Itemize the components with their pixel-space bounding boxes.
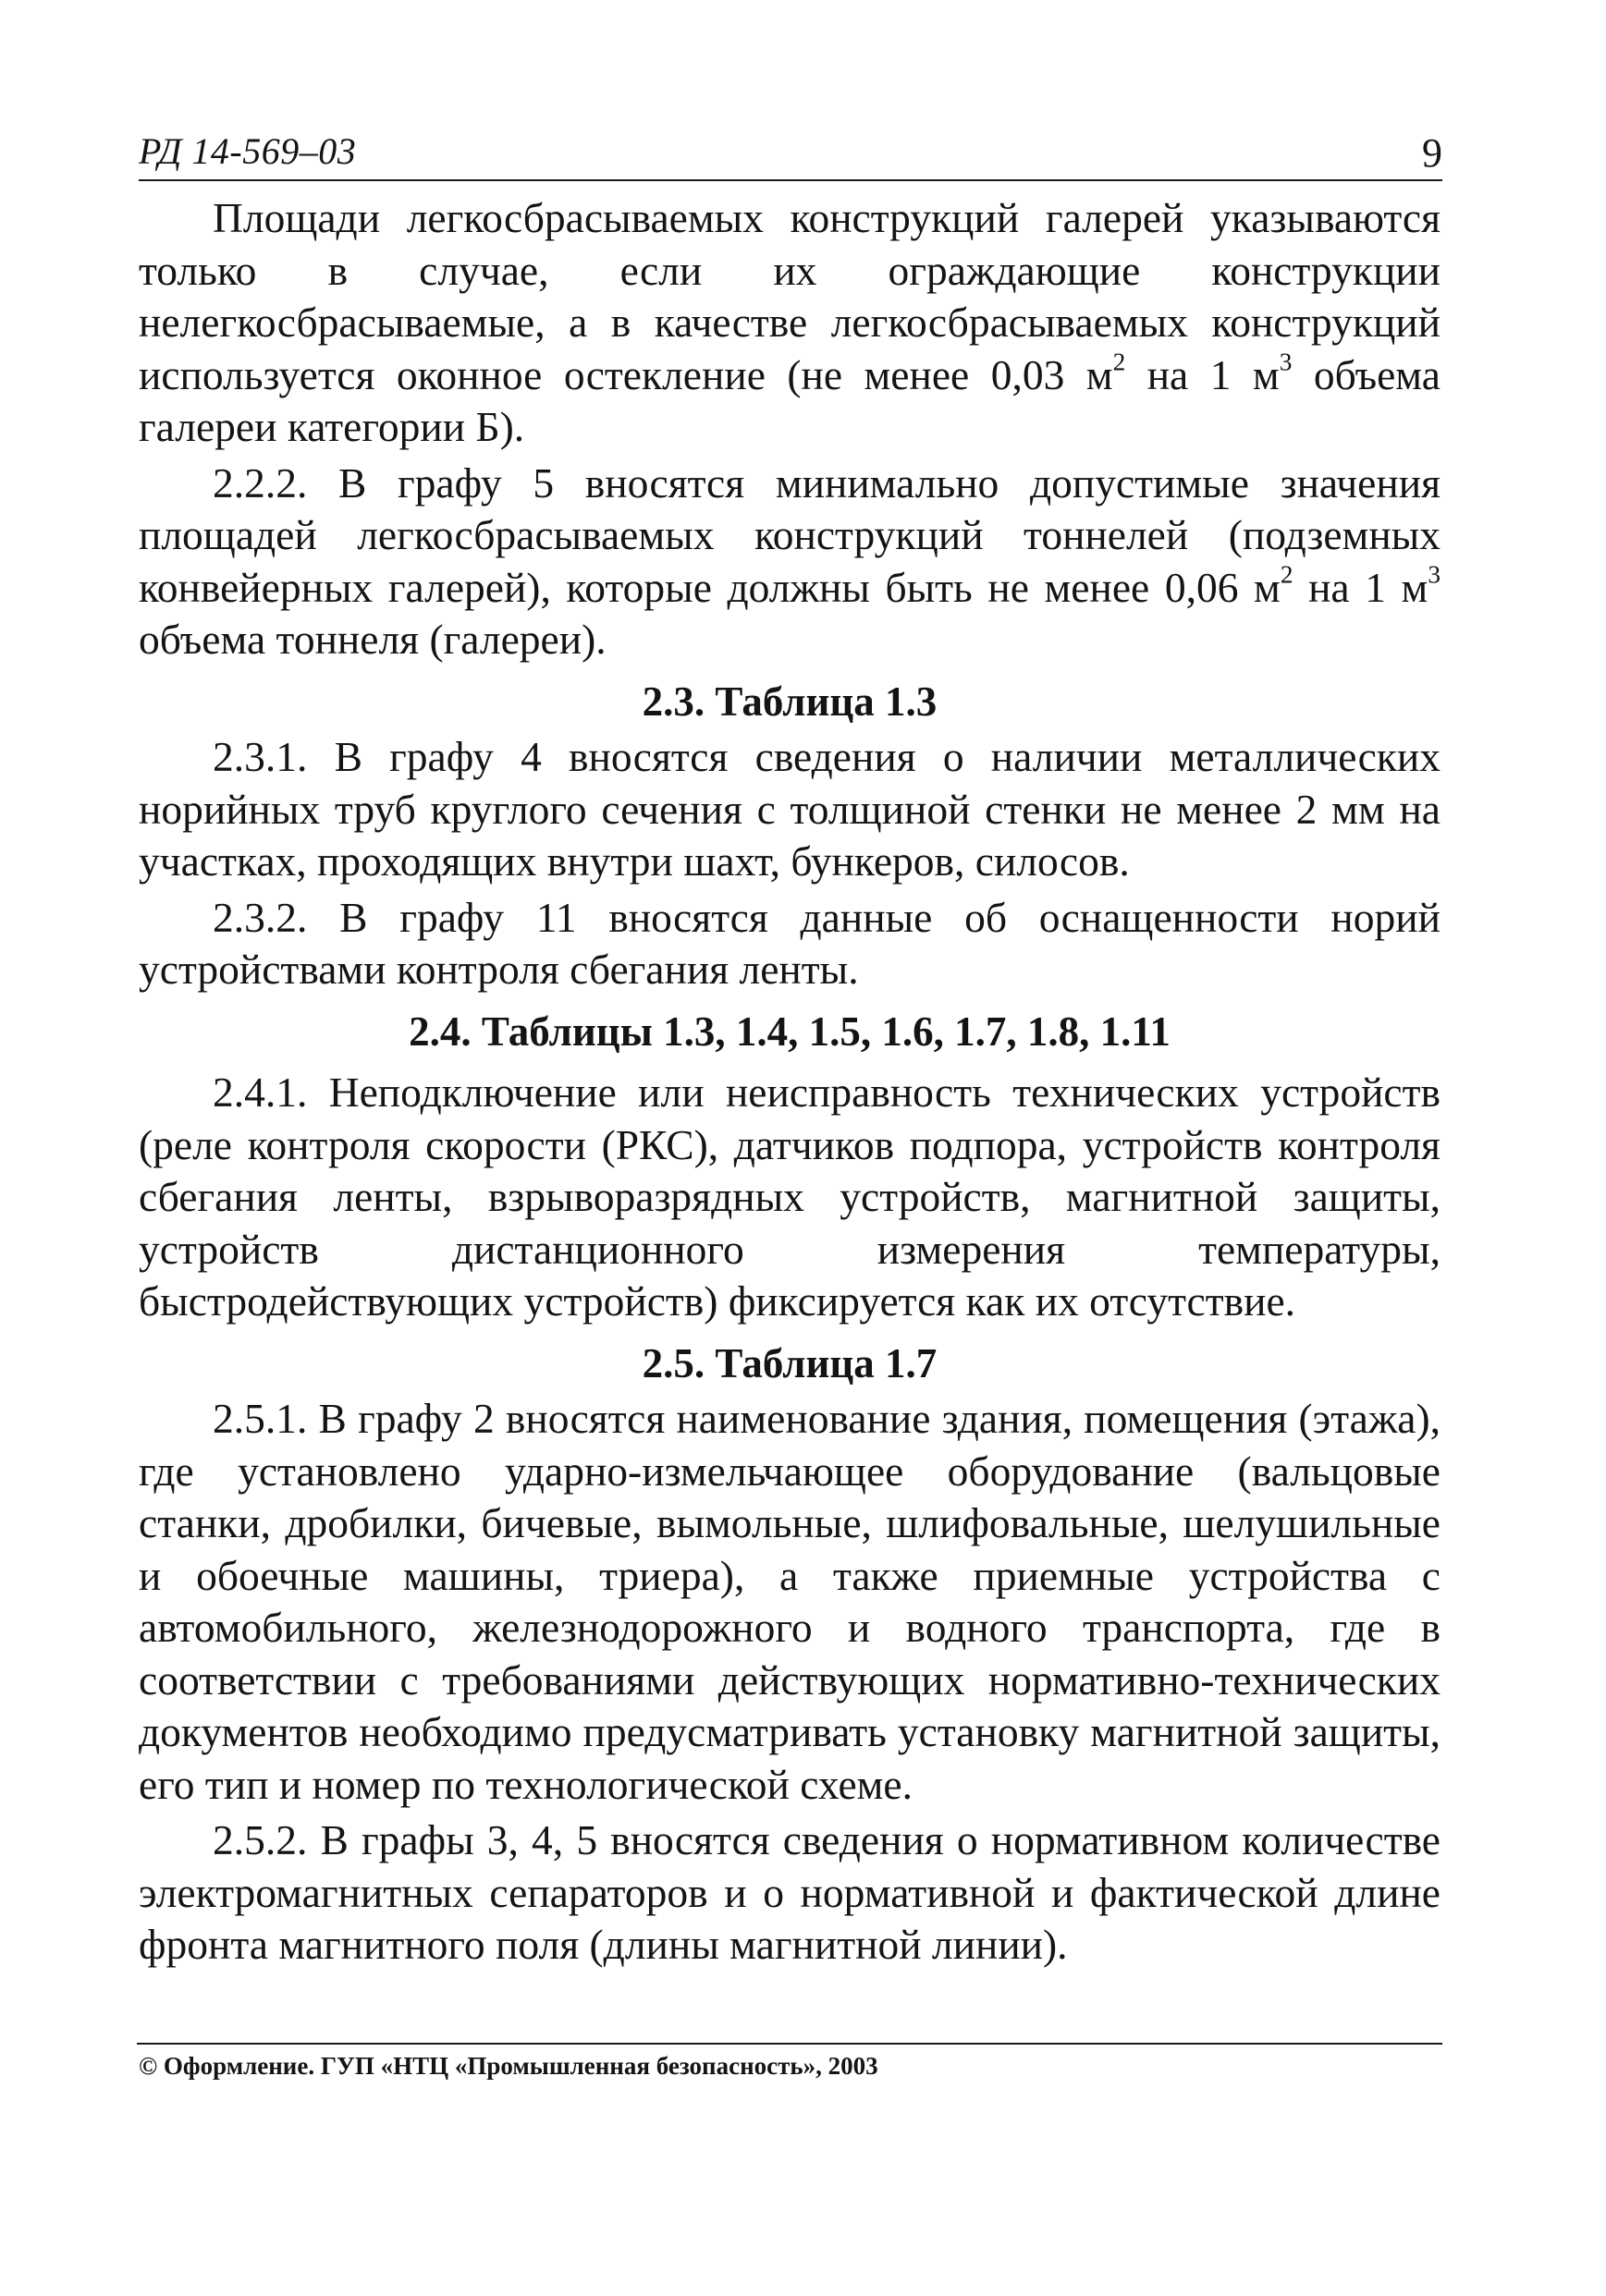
page-number: 9 xyxy=(1422,130,1442,176)
paragraph-2-4-1: 2.4.1. Неподключение или неисправность технических устройств (реле контроля скорости (РКС), датчиков подпора, устройств контроля сбегания ленты, взрыворазрядных устройств, магнитной защиты, устройств дистанционного измерения температуры, быстродействующих устройств) фиксируется как их отсутствие. xyxy=(139,1069,1440,1325)
header-divider xyxy=(139,179,1442,181)
paragraph-2-5-1: 2.5.1. В графу 2 вносятся наименование здания, помещения (этажа), где установлено ударно-измельчающее оборудование (вальцовые станки, дробилки, бичевые, вымольные, шлифовальные, шелушильные и обоечные машины, триера), а также приемные устройства с автомобильного, железнодорожного и водного транспорта, где в соответствии с требованиями действующих нормативно-технических документов необходимо предусматривать установку магнитной защиты, его тип и номер по технологической схеме. xyxy=(139,1395,1440,1808)
document-body xyxy=(139,192,1440,1972)
document-code: РД 14-569–03 xyxy=(139,130,357,172)
section-heading-2-4: 2.4. Таблицы 1.3, 1.4, 1.5, 1.6, 1.7, 1.8, 1.11 xyxy=(409,1008,1171,1055)
paragraph-2-3-2: 2.3.2. В графу 11 вносятся данные об оснащенности норий устройствами контроля сбегания ленты. xyxy=(139,893,1440,993)
section-heading-2-5: 2.5. Таблица 1.7 xyxy=(642,1339,938,1386)
footer-divider xyxy=(137,2043,1442,2045)
paragraph-2-5-2: 2.5.2. В графы 3, 4, 5 вносятся сведения о нормативном количестве электромагнитных сепараторов и о нормативной и фактической длине фронта магнитного поля (длины магнитной линии). xyxy=(139,1816,1440,1968)
paragraph-gallery-areas: Площади легкосбрасываемых конструкций галерей указываются только в случае, если их ограждающие конструкции нелегкосбрасываемые, а в качестве легкосбрасываемых конструкций используется оконное остекление (не менее 0,03 $м^2$ на 1 $м^3$ объема галереи категории Б). xyxy=(139,194,1440,450)
page-header xyxy=(139,129,1442,183)
paragraph-2-3-1: 2.3.1. В графу 4 вносятся сведения о наличии металлических норийных труб круглого сечения с толщиной стенки не менее 2 мм на участках, проходящих внутри шахт, бункеров, силосов. xyxy=(139,733,1440,885)
section-heading-2-3: 2.3. Таблица 1.3 xyxy=(642,678,938,725)
copyright-footer: © Оформление. ГУП «НТЦ «Промышленная безопасность», 2003 xyxy=(139,2052,878,2080)
paragraph-2-2-2: 2.2.2. В графу 5 вносятся минимально допустимые значения площадей легкосбрасываемых конструкций тоннелей (подземных конвейерных галерей), которые должны быть не менее 0,06 $м^2$ на 1 $м^3$ объема тоннеля (галереи). xyxy=(139,458,1440,663)
